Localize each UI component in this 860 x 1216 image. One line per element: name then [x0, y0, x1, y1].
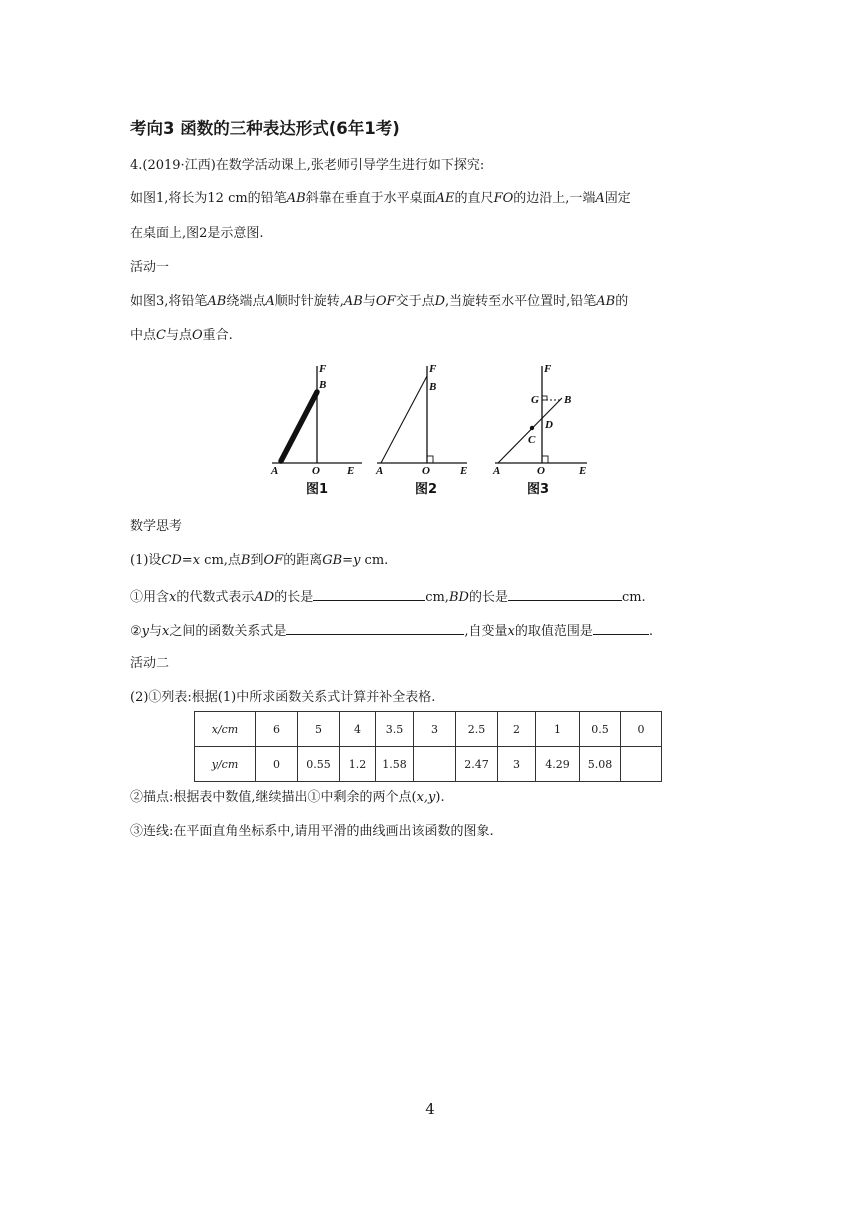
label-B: B	[429, 381, 437, 393]
section-heading: 考向3 函数的三种表达形式(6年1考)	[130, 119, 400, 138]
table-cell: 4	[340, 712, 376, 747]
question-2c: ③连线:在平面直角坐标系中,请用平滑的曲线画出该函数的图象.	[130, 824, 494, 839]
label-B: B	[319, 379, 327, 391]
label-F: F	[544, 363, 552, 375]
paragraph-2: 如图3,将铅笔AB绕端点A顺时针旋转,AB与OF交于点D,当旋转至水平位置时,铅笔AB的	[130, 294, 629, 309]
label-B: B	[564, 394, 572, 406]
table-cell: 0	[256, 747, 298, 782]
table-cell: 3	[414, 712, 456, 747]
figure-3-caption: 图3	[527, 482, 550, 497]
table-cell: 0.55	[298, 747, 340, 782]
table-cell: 2.5	[456, 712, 498, 747]
table-cell-blank[interactable]	[621, 747, 662, 782]
table-cell: 0.5	[580, 712, 621, 747]
table-row-y	[195, 747, 662, 782]
label-O: O	[422, 465, 430, 477]
table-cell: 6	[256, 712, 298, 747]
table-cell: 4.29	[536, 747, 580, 782]
table-cell: 3.5	[376, 712, 414, 747]
figure-2-caption: 图2	[415, 482, 438, 497]
table-cell-blank[interactable]	[414, 747, 456, 782]
paragraph-1: 如图1,将长为12 cm的铅笔AB斜靠在垂直于水平桌面AE的直尺FO的边沿上,一端A固定	[130, 191, 631, 206]
label-E: E	[347, 465, 355, 477]
question-1b: ②y与x之间的函数关系式是 ,自变量x的取值范围是 .	[130, 621, 653, 641]
table-cell: 2	[498, 712, 536, 747]
table-cell: 3	[498, 747, 536, 782]
figures-diagram	[262, 360, 602, 505]
activity-2-label: 活动二	[130, 656, 170, 671]
value-table	[194, 711, 662, 782]
table-cell: 1.2	[340, 747, 376, 782]
paragraph-2-line2: 中点C与点O重合.	[130, 328, 233, 343]
label-E: E	[460, 465, 468, 477]
activity-1-label: 活动一	[130, 260, 170, 275]
label-F: F	[319, 363, 327, 375]
table-header: x/cm	[195, 712, 256, 747]
table-row-x	[195, 712, 662, 747]
figure-1-caption: 图1	[306, 482, 329, 497]
label-G: G	[531, 394, 539, 406]
figure-1	[270, 363, 362, 497]
label-O: O	[312, 465, 320, 477]
label-E: E	[579, 465, 587, 477]
table-cell: 1.58	[376, 747, 414, 782]
label-F: F	[429, 363, 437, 375]
question-1a: ①用含x的代数式表示AD的长是 cm,BD的长是 cm.	[130, 587, 646, 607]
label-O: O	[537, 465, 545, 477]
paragraph-1-line2: 在桌面上,图2是示意图.	[130, 226, 264, 241]
math-thinking-label: 数学思考	[130, 519, 183, 534]
question-2b: ②描点:根据表中数值,继续描出①中剩余的两个点(x,y).	[130, 790, 445, 805]
answer-blank-function[interactable]	[286, 621, 464, 635]
answer-blank-BD[interactable]	[508, 587, 622, 601]
page-number: 4	[425, 1100, 435, 1118]
answer-blank-domain[interactable]	[593, 621, 649, 635]
label-A: A	[271, 465, 279, 477]
problem-intro: 4.(2019·江西)在数学活动课上,张老师引导学生进行如下探究:	[130, 158, 485, 173]
label-A: A	[493, 465, 501, 477]
label-D: D	[545, 419, 553, 431]
figure-2	[375, 363, 467, 497]
table-cell: 5	[298, 712, 340, 747]
table-cell: 5.08	[580, 747, 621, 782]
answer-blank-AD[interactable]	[313, 587, 425, 601]
label-C: C	[528, 434, 536, 446]
figure-3	[492, 363, 587, 497]
table-cell: 0	[621, 712, 662, 747]
table-cell: 1	[536, 712, 580, 747]
label-A: A	[376, 465, 384, 477]
table-cell: 2.47	[456, 747, 498, 782]
question-2a: (2)①列表:根据(1)中所求函数关系式计算并补全表格.	[130, 690, 436, 705]
question-1: (1)设CD=x cm,点B到OF的距离GB=y cm.	[130, 553, 389, 568]
table-header: y/cm	[195, 747, 256, 782]
